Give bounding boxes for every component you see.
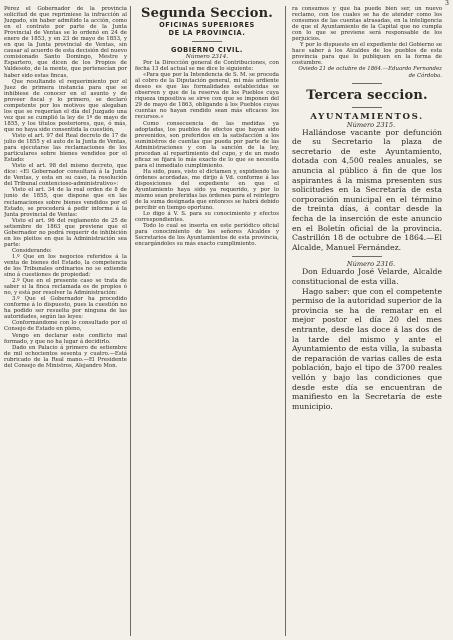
- subheading: OFICINAS SUPERIORES: [159, 21, 255, 29]
- paragraph: Pérez el Gobernador de la provincia solicitud de que reprimiese la infracción al Juzgado, sin haber admitido la acción, como en el contrato por parte de la Junta Provincial de Ventas se lo ordenó en 24 de enero de 1853, y en 23 de mayo de 1853, y en que la Junta provincial de Ventas, sin causar al acuerdo de esta decisión del nuevo comisionado Santo Domingo, Mestre y Espartero, que dicen de los Propios de Valdesoto, de la mente, que pertenecían por haber sido estas fincas,: [4, 6, 127, 79]
- notice-body: [292, 267, 442, 411]
- divider: [352, 107, 382, 108]
- paragraph: Todo lo cual se inserta en este periódico oficial para conocimiento de los señores Alcaldes y Secretarios de los Ayuntamientos de esta provincia, encargándoles su más exacto cumplimiento.: [135, 223, 279, 248]
- paragraph: Hallándose vacante por defunción de su Secretario la plaza de secretario de este Ayuntamiento, dotada con 4,500 reales anuales, se anuncia al público á fin de que los aspirantes á la misma presenten sus solicitudes en la Secretaría de esta corporación municipal en el término de treinta días, á contar desde la fecha de la inserción de este anuncio en el Boletín oficial de la provincia. Castrillón 18 de octubre de 1864.—El Alcalde, Manuel Fernández.: [292, 127, 442, 252]
- paragraph: Que resultando el requerimiento por el Juez de primera instancia para que se inhibiese de conocer en el asunto y de proveer fiscal y lo primero, se declaró competente por los motivos que alegaban los que se requerían el día del Juzgado una vez que se cumplió la ley de 1º de mayo de 1855, y los títulos posteriores, que, ó más, que no haya sido consentida la cuestión,: [4, 78, 127, 133]
- paragraph: Visto el art. 98 del mismo decreto, que dice: «El Gobernador consultará á la Junta de Ventas, y esta en su caso, la resolución del Tribunal contencioso-administrativo»:: [4, 163, 127, 188]
- subheading: GOBIERNO CIVIL.: [170, 46, 244, 54]
- column-divider: [130, 6, 131, 636]
- divider: [192, 41, 222, 42]
- paragraph: Lo digo á V. S. para su conocimiento y efectos correspondientes.: [135, 211, 279, 224]
- paragraph: Visto el art. 97 del Real decreto de 17 de julio de 1855 y el auto de la Junta de Ventas, para ejecutarse las reclamaciones de los particulares sobre bienes vendidos por el Estado:: [4, 132, 127, 164]
- paragraph: 1.º Que en los negocios referidos á la venta de bienes del Estado, la competencia de los Tribunales ordinarios no se extiende sino á cuestiones de propiedad:: [4, 253, 127, 279]
- paragraph: Don Eduardo José Velarde, Alcalde constitucional de esta villa.: [292, 267, 442, 286]
- subheading: AYUNTAMIENTOS.: [310, 111, 424, 122]
- subheading: DE LA PROVINCIA.: [168, 29, 246, 37]
- divider: [352, 83, 382, 84]
- paragraph: 2.º Que en el presente caso se trata de saber si la finca reclamada es de propios ó no, y está por resolver la Administración:: [4, 278, 127, 297]
- signature-line: Oviedo 21 de octubre de 1864.—Eduardo Fernandez de Córdoba.: [298, 66, 442, 79]
- notice-number: Número 2316.: [346, 260, 396, 269]
- paragraph: Por la Dirección general de Contribuciones, con fecha 13 del actual se me dice lo siguiente:: [135, 60, 279, 73]
- paragraph: Dado en Palacio á primero de setiembre de mil ochocientos sesenta y cuatro.—Está rubricado de la Real mano.—El Presidente del Consejo de Ministros, Alejandro Mon.: [4, 344, 127, 369]
- divider: [352, 256, 382, 257]
- paragraph: Visto el art. 34 de la real orden de 8 de junio de 1855, que dispone que en las reclamaciones sobre bienes vendidos por el Estado, se procederá á pedir informe á la Junta provincial de Ventas:: [4, 187, 127, 218]
- paragraph: Y por lo dispuesto en el expediente del Gobierno se hace saber á los Alcaldes de los pueblos de esta provincia para que lo publiquen en la forma de costumbre.: [292, 42, 442, 67]
- column-left: [4, 6, 127, 636]
- column-middle: [135, 6, 279, 636]
- page-number: 3: [445, 0, 449, 7]
- notice-body: [292, 128, 442, 253]
- paragraph: Ha sido, pues, visto el dictamen y, expidiendo las órdenes acordadas, me dirijo á Vd. conforme á las disposiciones del expediente en que el Ayuntamiento haya sido ya requerido, y por lo mismo sean preferidas las órdenes para el reintegro de la suma designada que entonces se habrá debido percibir en tiempo oportuno.: [135, 168, 279, 212]
- paragraph: «Para que por la Intendencia de S. M. se proceda al cobro de la Diputación general, mi más ardiente deseo es que las formalidades establecidas se observen y que de la reserva de los Pueblos cuya riqueza impositiva se sirve con que se imponen del 29 de mayo de 1863, obligando á los Pueblos cuyas cuentas no hayan rendido sean más eficaces los recursos.»: [135, 72, 279, 121]
- paragraph: Hago saber: que con el competente permiso de la autoridad superior de la provincia se ha de rematar en el mejor postor el día 20 del mes entrante, desde las doce á las dos de la tarde del mismo y ante el Ayuntamiento de esta villa, la subasta de reparación de varias calles de esta población, bajo el tipo de 3700 reales vellón y bajo las condiciones que desde este día se encuentran de manifiesto en la Secretaría de este municipio.: [292, 286, 442, 411]
- paragraph: 3.º Que el Gobernador ha procedido conforme á lo dispuesto, pues la cuestión no ha podido ser resuelta por ninguna de las autoridades, según las leyes:: [4, 296, 127, 321]
- column-divider: [285, 6, 286, 636]
- notice-number: Número 2315.: [346, 120, 396, 129]
- paragraph: Como consecuencia de las medidas ya adoptadas, los pueblos de efectos que hayan sido prevenidos, son preferidos en la satisfacción a los suministros de cuentas que pueda por parte de las Administraciones y con la sanción de la ley, procedan al repartimiento del cupo, y de un modo eficaz se fijará lo más exacto de lo que se necesita para el inmediato cumplimiento.: [135, 120, 279, 169]
- section-title: Segunda Seccion.: [141, 6, 273, 21]
- section-title: Tercera seccion.: [306, 87, 428, 103]
- notice-number: Número 2314.: [185, 54, 229, 60]
- paragraph: Visto el art. 96 del reglamento de 25 de setiembre de 1863 que previene que el Gobernador no podrá requerir de inhibición en los pleitos en que la Administración sea parte:: [4, 217, 127, 248]
- paragraph: Vengo en declarar este conflicto mal formado, y que no ha lugar á decidirlo.: [4, 332, 127, 345]
- paragraph: Conformándome con lo consultado por el Consejo de Estado en pleno,: [4, 320, 127, 333]
- paragraph: Considerando:: [12, 247, 52, 254]
- column-right: [292, 6, 442, 636]
- paragraph: ra consumos y que ha puede bien ser, un nuevo reclamo, con los cuales se ha de atender como los consumos de las cuentas atrasadas, en la inteligencia de que el Ayuntamiento de la Capital que no cumpla con lo que se previene será responsable de los perjuicios.: [292, 6, 442, 43]
